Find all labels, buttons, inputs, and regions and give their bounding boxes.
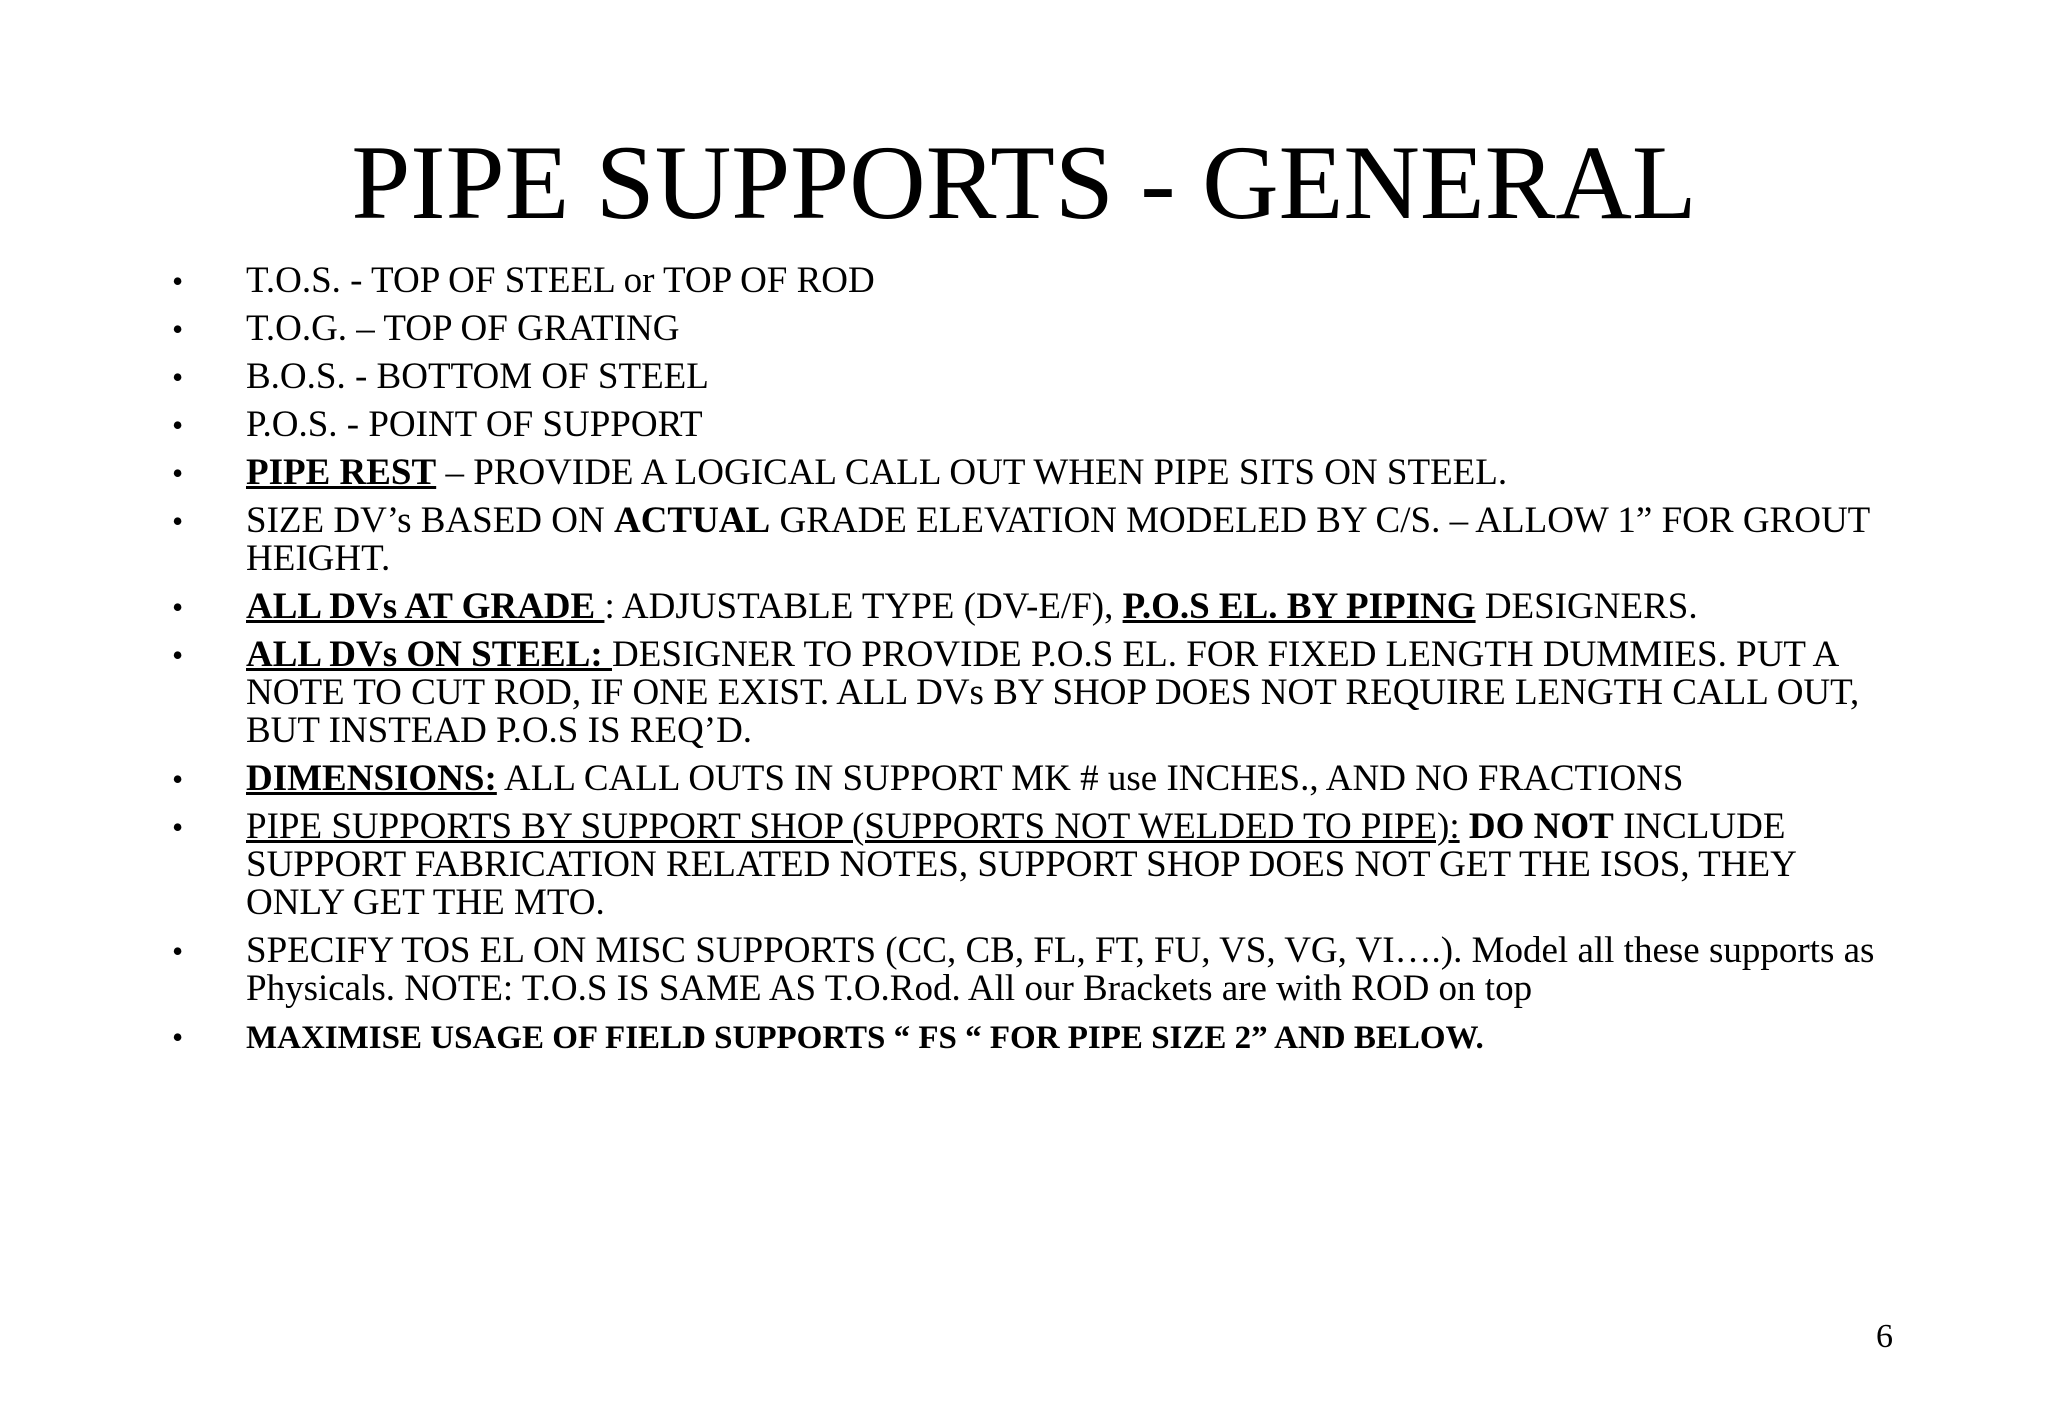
bullet-dot-icon: • [172,809,184,845]
bullet-text: : ADJUSTABLE TYPE (DV-E/F), [604,586,1123,627]
bullet-text: T.O.S. - TOP OF STEEL or TOP OF ROD [246,260,875,301]
bullet-text: P.O.S. - POINT OF SUPPORT [246,404,703,445]
page-number: 6 [1876,1318,1893,1355]
bullet-dot-icon: • [172,761,184,797]
bullet-item [172,760,1892,798]
bullet-lead: PIPE REST [246,452,437,493]
bullet-text: T.O.G. – TOP OF GRATING [246,308,680,349]
bullet-text: – PROVIDE A LOGICAL CALL OUT WHEN PIPE SITS ON STEEL. [436,452,1508,493]
bullet-text: SPECIFY TOS EL ON MISC SUPPORTS (CC, CB, FL, FT, FU, VS, VG, VI….). Model all these supports as Physicals. NOTE: T.O.S IS SAME AS T.O.Rod. All our Brackets are with ROD on top [246,930,1875,1009]
bullet-item [172,1018,1892,1057]
bullet-item [172,502,1892,578]
bullet-text: MAXIMISE USAGE OF FIELD SUPPORTS “ FS “ FOR PIPE SIZE 2” AND BELOW. [246,1020,1484,1056]
bullet-text: SIZE DV’s BASED ON [246,500,614,541]
bullet-dot-icon: • [172,311,184,347]
bullet-item [172,454,1892,492]
bullet-dot-icon: • [172,933,184,969]
bullet-underlined: PIPE SUPPORTS BY SUPPORT SHOP (SUPPORTS NOT WELDED TO PIPE): [246,806,1460,847]
bullet-item [172,406,1892,444]
bullet-text: INCLUDE SUPPORT FABRICATION RELATED NOTES, SUPPORT SHOP DOES NOT GET THE ISOS, THEY ONLY GET THE MTO. [246,806,1796,923]
bullet-text: GRADE ELEVATION MODELED BY C/S. – ALLOW 1” FOR GROUT HEIGHT. [246,500,1870,579]
bullet-item [172,636,1892,750]
bullet-emphasis: DO NOT [1459,806,1614,847]
slide-title: PIPE SUPPORTS - GENERAL [351,124,1697,241]
bullet-dot-icon: • [172,503,184,539]
bullet-text: B.O.S. - BOTTOM OF STEEL [246,356,709,397]
bullet-text: DESIGNERS. [1475,586,1698,627]
bullet-item [172,808,1892,922]
bullet-text: DESIGNER TO PROVIDE P.O.S EL. FOR FIXED LENGTH DUMMIES. PUT A NOTE TO CUT ROD, IF ONE EXIST. ALL DVs BY SHOP DOES NOT REQUIRE LENGTH CALL OUT, BUT INSTEAD P.O.S IS REQ’D. [246,634,1860,751]
bullet-lead: ALL DVs ON STEEL: [246,634,612,675]
bullet-dot-icon: • [172,263,184,299]
bullet-item [172,310,1892,348]
bullet-dot-icon: • [172,637,184,673]
bullet-dot-icon: • [172,407,184,443]
bullet-item [172,358,1892,396]
bullet-item [172,588,1892,626]
bullet-lead: ALL DVs AT GRADE [246,586,605,627]
bullet-emphasis: ACTUAL [613,500,771,541]
bullet-dot-icon: • [172,359,184,395]
bullet-lead: DIMENSIONS: [246,758,497,799]
bullet-item [172,932,1892,1008]
bullet-lead: P.O.S EL. BY PIPING [1122,586,1476,627]
bullet-dot-icon: • [172,455,184,491]
bullet-text: ALL CALL OUTS IN SUPPORT MK # use INCHES., AND NO FRACTIONS [496,758,1684,799]
bullet-dot-icon: • [172,589,184,625]
bullet-item [172,262,1892,300]
bullet-dot-icon: • [172,1019,184,1055]
bullet-list [172,262,1892,1067]
